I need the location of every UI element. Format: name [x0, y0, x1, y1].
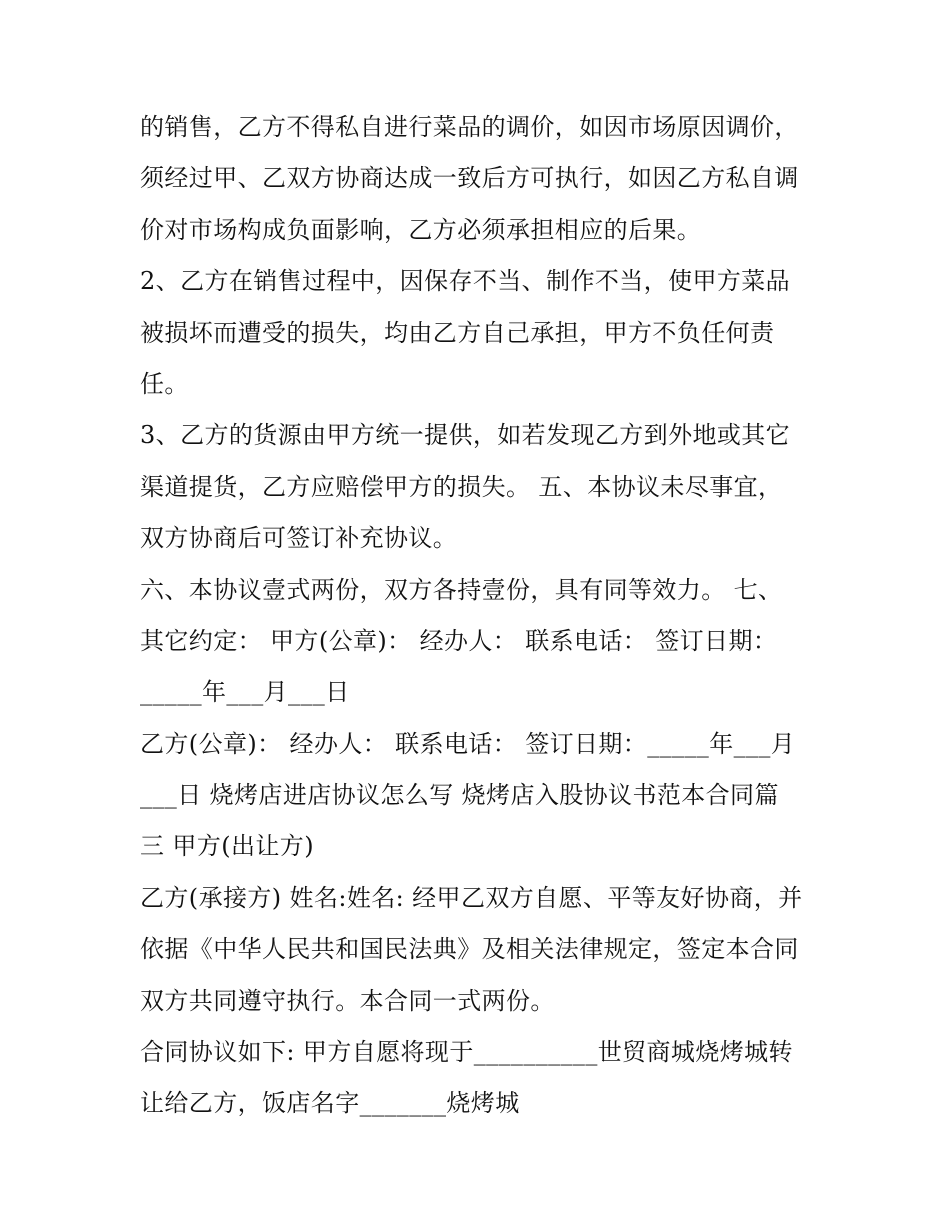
text-line: 被损坏而遭受的损失，均由乙方自己承担，甲方不负任何责: [140, 318, 775, 347]
text-line: 乙方(承接方) 姓名:姓名: 经甲乙双方自愿、平等友好协商，并: [140, 883, 803, 912]
document-body: [140, 102, 820, 1130]
text-line: 合同协议如下: 甲方自愿将现于__________世贸商城烧烤城转: [140, 1038, 793, 1067]
text-line: 让给乙方，饭店名字_______烧烤城: [140, 1089, 520, 1118]
text-line: 三 甲方(出让方): [140, 832, 314, 861]
text-line: 双方协商后可签订补充协议。: [140, 524, 458, 553]
text-line: 的销售，乙方不得私自进行菜品的调价，如因市场原因调价，: [140, 113, 799, 141]
text-line: 渠道提货，乙方应赔偿甲方的损失。 五、本协议未尽事宜，: [140, 472, 783, 501]
text-line: 乙方(公章)： 经办人： 联系电话： 签订日期：_____年___月: [140, 729, 796, 758]
text-line: 价对市场构成负面影响，乙方必须承担相应的后果。: [140, 215, 702, 244]
text-line: 须经过甲、乙双方协商达成一致后方可执行，如因乙方私自调: [140, 164, 799, 193]
text-line: 3、乙方的货源由甲方统一提供，如若发现乙方到外地或其它: [140, 421, 791, 450]
text-line: 2、乙方在销售过程中，因保存不当、制作不当，使甲方菜品: [140, 267, 791, 296]
text-line: _____年___月___日: [140, 678, 350, 707]
text-line: 六、本协议壹式两份，双方各持壹份，具有同等效力。 七、: [140, 575, 783, 604]
text-line: 其它约定： 甲方(公章)： 经办人： 联系电话： 签订日期：: [140, 626, 778, 655]
text-line: 任。: [140, 369, 189, 398]
text-line: 依据《中华人民共和国民法典》及相关法律规定，签定本合同: [140, 935, 799, 964]
text-line: ___日 烧烤店进店协议怎么写 烧烤店入股协议书范本合同篇: [140, 781, 779, 810]
text-line: 双方共同遵守执行。本合同一式两份。: [140, 986, 555, 1015]
